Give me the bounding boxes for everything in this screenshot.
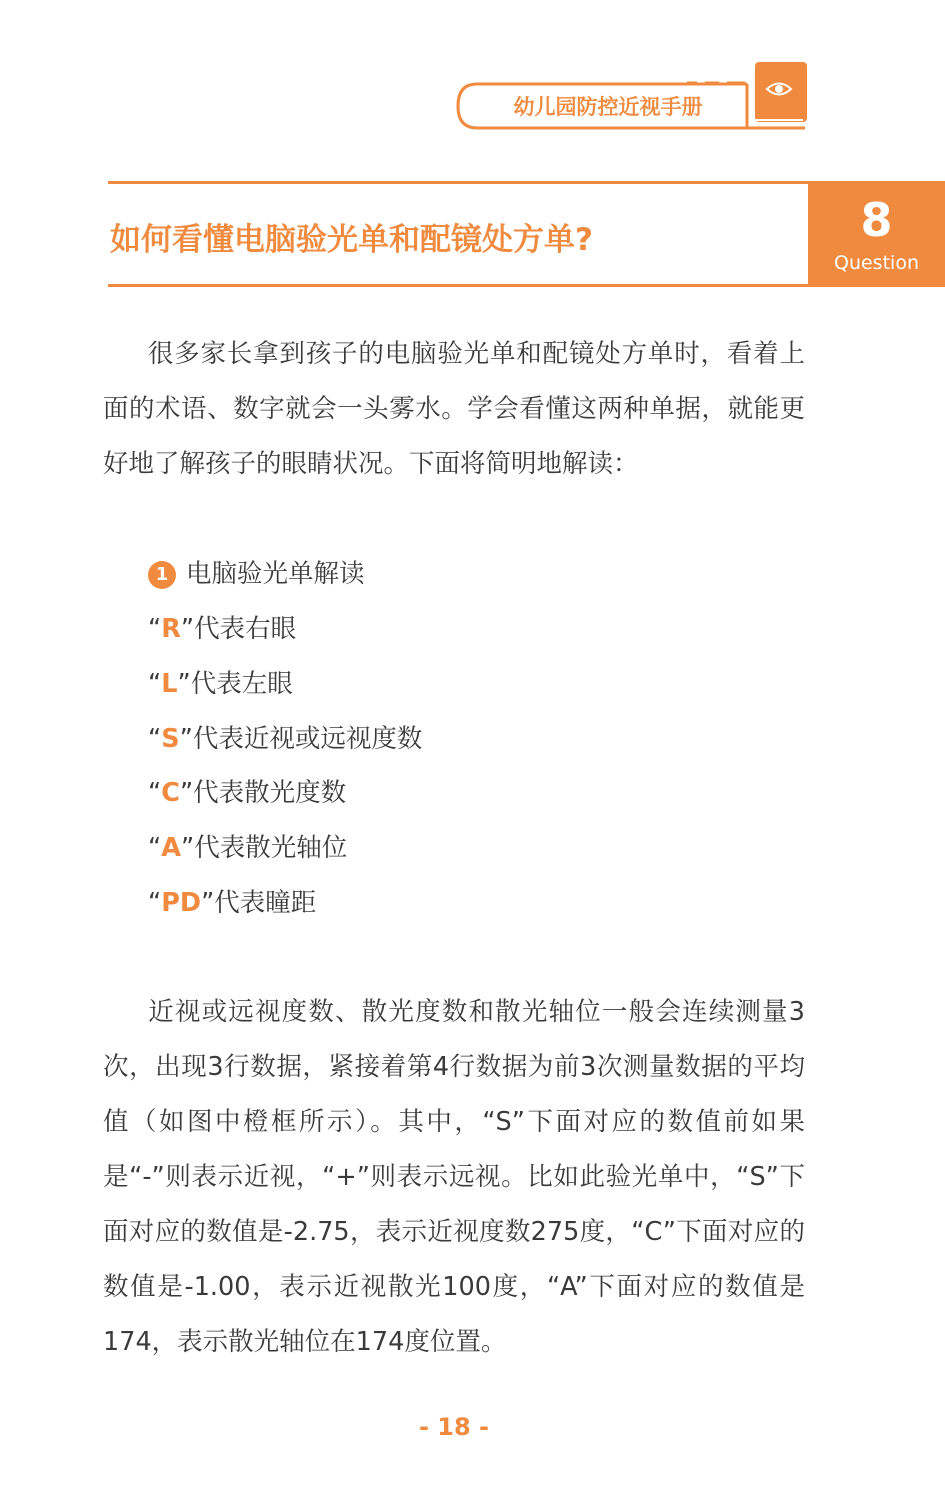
header-badge	[455, 62, 810, 132]
abbreviation-item: “S”代表近视或远视度数	[148, 723, 423, 754]
question-rule-top	[108, 181, 808, 184]
abbreviation-code: PD	[161, 887, 202, 918]
abbreviation-meaning: 代表左眼	[190, 668, 293, 699]
abbreviation-item: “R”代表右眼	[148, 614, 297, 644]
intro-paragraph-text: 很多家长拿到孩子的电脑验光单和配镜处方单时，看着上面的术语、数字就会一头雾水。学会看懂这两种单据，就能更好地了解孩子的眼睛状况。下面将简明地解读：	[103, 339, 805, 479]
abbreviation-item: “A”代表散光轴位	[148, 833, 348, 864]
abbreviation-item: “C”代表散光度数	[148, 778, 347, 809]
abbreviation-meaning: 代表散光轴位	[194, 833, 348, 864]
explanation-paragraph	[103, 985, 805, 1370]
abbreviation-meaning: 代表散光度数	[193, 778, 347, 809]
question-rule-bottom	[108, 284, 808, 287]
page-number: - 18 -	[418, 1413, 490, 1441]
abbreviation-meaning: 代表右眼	[194, 614, 297, 644]
explanation-paragraph-text: 近视或远视度数、散光度数和散光轴位一般会连续测量3次，出现3行数据，紧接着第4行数据为前3次测量数据的平均值（如图中橙框所示）。其中，“S”下面对应的数值前如果是“-”则表示近视，“+”则表示远视。比如此验光单中，“S”下面对应的数值是-2.75，表示近视度数275度，“C”下面对应的数值是-1.00，表示近视散光100度，“A”下面对应的数值是174，表示散光轴位在174度位置。	[103, 997, 805, 1357]
abbreviation-code: A	[161, 833, 181, 864]
intro-paragraph	[103, 327, 805, 492]
question-title: 如何看懂电脑验光单和配镜处方单?	[110, 222, 593, 258]
abbreviation-code: C	[161, 778, 180, 809]
question-number: 8	[860, 193, 893, 247]
abbreviation-code: L	[161, 668, 178, 699]
abbreviation-item: “L”代表左眼	[148, 668, 293, 699]
section-heading	[148, 547, 365, 602]
abbreviation-meaning: 代表瞳距	[214, 887, 317, 918]
section-number-badge: 1	[148, 561, 176, 589]
abbreviation-code: S	[161, 723, 180, 754]
handbook-title: 幼儿园防控近视手册	[513, 95, 703, 119]
question-label: Question	[834, 252, 919, 274]
section-title: 电脑验光单解读	[186, 559, 365, 589]
question-number-box	[808, 181, 945, 287]
abbreviation-meaning: 代表近视或远视度数	[192, 723, 423, 754]
abbreviation-item: “PD”代表瞳距	[148, 887, 317, 918]
abbreviation-list	[148, 602, 422, 931]
abbreviation-code: R	[161, 614, 181, 644]
